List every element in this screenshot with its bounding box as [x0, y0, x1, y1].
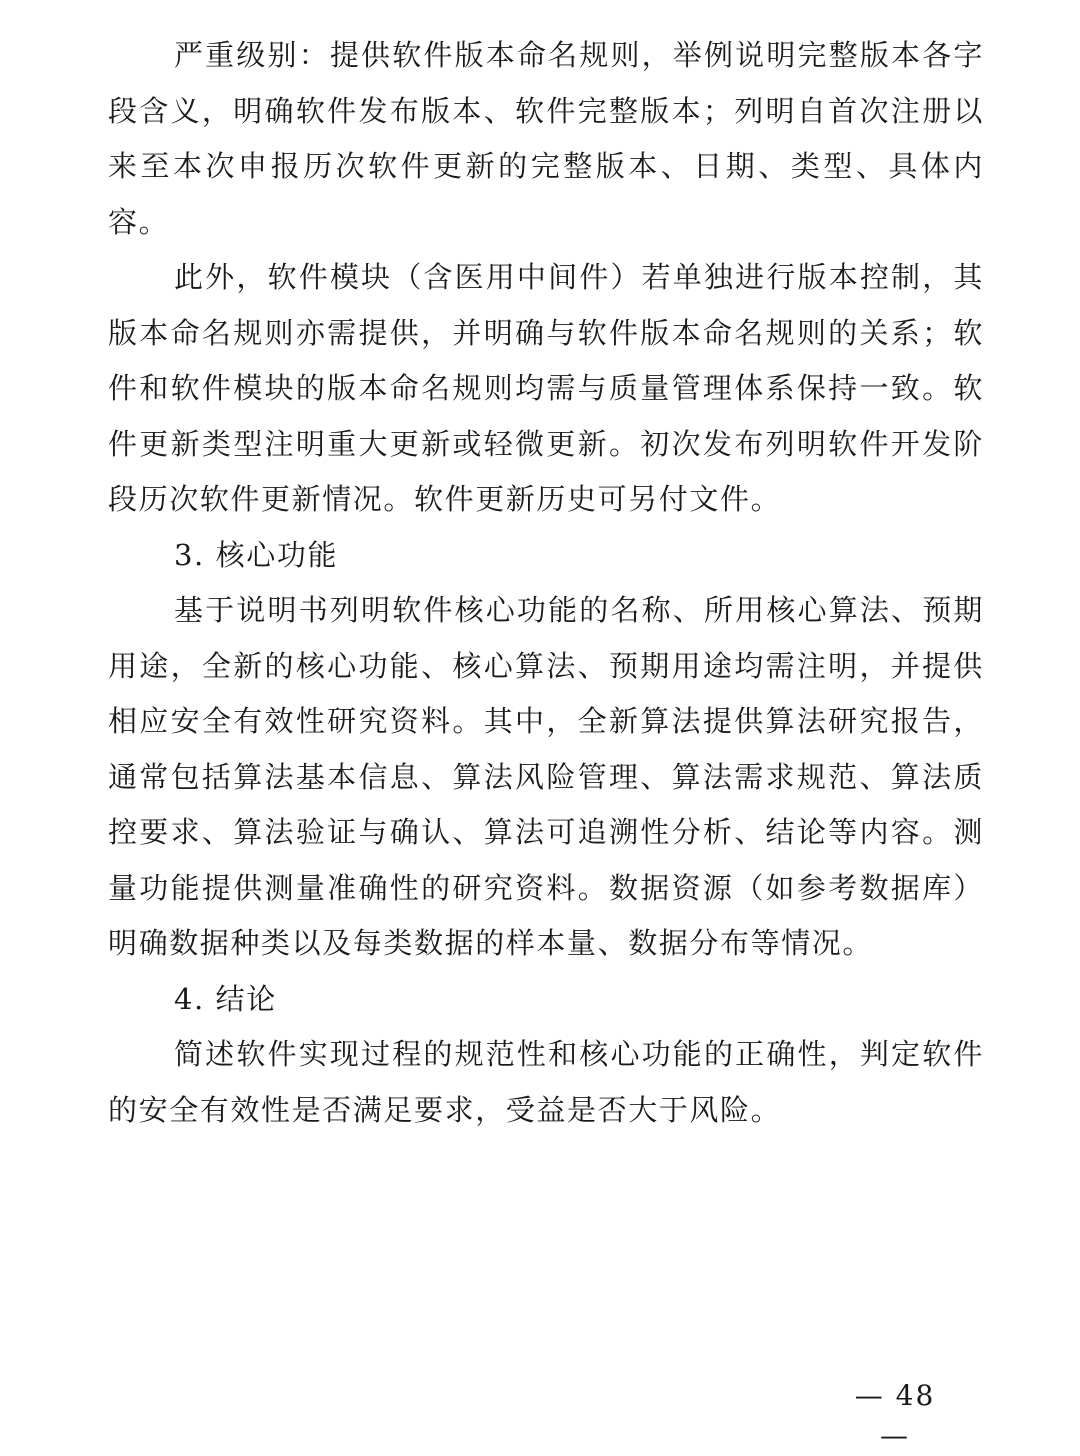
paragraph-version-rules: 严重级别：提供软件版本命名规则，举例说明完整版本各字段含义，明确软件发布版本、软件完整版本；列明自首次注册以来至本次申报历次软件更新的完整版本、日期、类型、具体内容。 — [108, 38, 984, 239]
document-body — [108, 28, 984, 1138]
section-heading-core-functions: 3. 核心功能 — [174, 537, 339, 572]
paragraph-module-versioning: 此外，软件模块（含医用中间件）若单独进行版本控制，其版本命名规则亦需提供，并明确与软件版本命名规则的关系；软件和软件模块的版本命名规则均需与质量管理体系保持一致。软件更新类型注明重大更新或轻微更新。初次发布列明软件开发阶段历次软件更新情况。软件更新历史可另付文件。 — [108, 260, 984, 516]
paragraph-core-functions: 基于说明书列明软件核心功能的名称、所用核心算法、预期用途，全新的核心功能、核心算法、预期用途均需注明，并提供相应安全有效性研究资料。其中，全新算法提供算法研究报告，通常包括算法基本信息、算法风险管理、算法需求规范、算法质控要求、算法验证与确认、算法可追溯性分析、结论等内容。测量功能提供测量准确性的研究资料。数据资源（如参考数据库）明确数据种类以及每类数据的样本量、数据分布等情况。 — [108, 593, 984, 960]
section-heading-conclusion: 4. 结论 — [174, 981, 277, 1016]
page-number: — 48 — — [854, 1379, 936, 1452]
paragraph-conclusion: 简述软件实现过程的规范性和核心功能的正确性，判定软件的安全有效性是否满足要求，受益是否大于风险。 — [108, 1037, 984, 1127]
